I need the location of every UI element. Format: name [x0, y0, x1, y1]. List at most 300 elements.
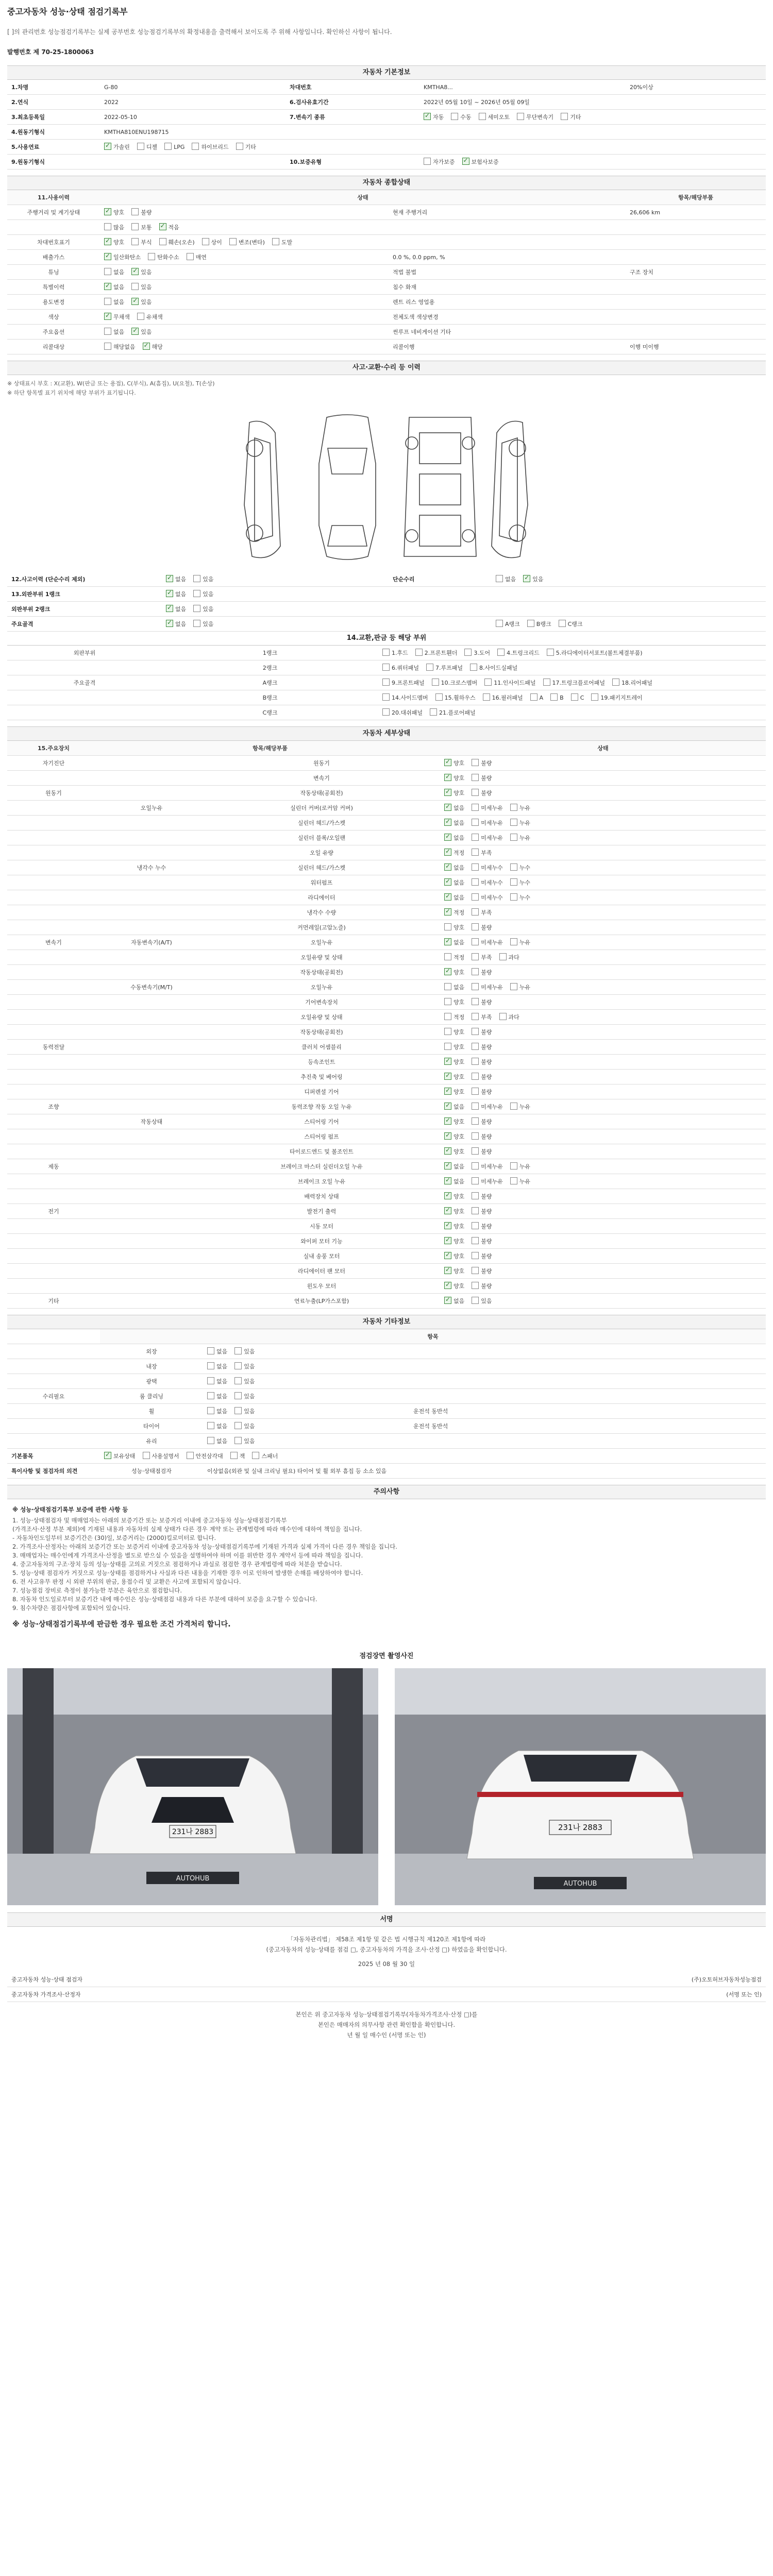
option-label: 없음: [216, 1438, 228, 1445]
checkbox[interactable]: [193, 575, 200, 582]
car-left-side-view: [244, 421, 280, 558]
accident-status-2: [492, 572, 766, 587]
checkbox[interactable]: [137, 143, 144, 150]
checkbox[interactable]: [464, 649, 472, 656]
checkbox[interactable]: [382, 708, 390, 716]
checkbox[interactable]: [472, 1132, 479, 1140]
other-status: [203, 1344, 409, 1359]
checkbox[interactable]: [444, 938, 451, 945]
detail-item: 동력조향 작동 오일 누유: [203, 1099, 440, 1114]
option-label: 미세누유: [481, 984, 503, 991]
basic-label-2: 10.보증유형: [285, 155, 419, 170]
checkbox[interactable]: [472, 849, 479, 856]
option-label: 불량: [481, 1089, 492, 1095]
checkbox[interactable]: [444, 1028, 451, 1035]
detail-row: [7, 920, 766, 935]
checkbox[interactable]: [550, 693, 558, 701]
checkbox[interactable]: [444, 878, 451, 886]
checkbox[interactable]: [444, 1013, 451, 1020]
checkbox[interactable]: [479, 113, 486, 120]
option-label: 보유상태: [113, 1453, 136, 1460]
option-label: 15.휠하우스: [444, 694, 476, 701]
detail-item: 브레이크 오일 누유: [203, 1174, 440, 1189]
detail-option: [444, 983, 464, 991]
checkbox[interactable]: [166, 620, 173, 627]
checkbox[interactable]: [472, 998, 479, 1005]
detail-option: [472, 908, 492, 917]
detail-category: [7, 801, 100, 816]
other-option: [234, 1347, 255, 1355]
option-label: 있음: [203, 576, 214, 583]
detail-row: [7, 1129, 766, 1144]
option-label: 불량: [481, 1133, 492, 1140]
summary-status: [100, 280, 389, 295]
checkbox[interactable]: [472, 759, 479, 766]
accident-label: 외판부위 2랭크: [7, 602, 162, 617]
checkbox[interactable]: [472, 1028, 479, 1035]
checkbox[interactable]: [510, 938, 517, 945]
checkbox[interactable]: [444, 1058, 451, 1065]
checkbox[interactable]: [444, 834, 451, 841]
checkbox[interactable]: [159, 238, 166, 245]
option-label: 불량: [481, 1283, 492, 1290]
checkbox[interactable]: [472, 1073, 479, 1080]
checkbox[interactable]: [426, 664, 433, 671]
checkbox[interactable]: [472, 938, 479, 945]
summary-label: 색상: [7, 310, 100, 325]
detail-row: [7, 1294, 766, 1309]
checkbox[interactable]: [193, 590, 200, 597]
detail-row: [7, 1084, 766, 1099]
checkbox[interactable]: [207, 1392, 214, 1399]
cert-number-label: 발행번호 제: [7, 48, 40, 56]
detail-option: [472, 1282, 492, 1290]
checkbox[interactable]: [472, 774, 479, 781]
checkbox[interactable]: [444, 759, 451, 766]
option-label: 미세누수: [481, 894, 503, 901]
checkbox[interactable]: [382, 693, 390, 701]
summary-note-2: 26,606 km: [626, 205, 766, 220]
checkbox[interactable]: [272, 238, 279, 245]
option-label: 안전삼각대: [195, 1453, 223, 1460]
checkbox[interactable]: [444, 1237, 451, 1244]
checkbox[interactable]: [510, 893, 517, 901]
checkbox[interactable]: [472, 1103, 479, 1110]
checkbox[interactable]: [444, 863, 451, 871]
checkbox[interactable]: [131, 238, 139, 245]
detail-option: [444, 1043, 464, 1051]
caution-warning: ※ 성능·상태점검기록부에 판금한 경우 필요한 조건 가격처리 합니다.: [12, 1620, 231, 1629]
option-label: 양호: [453, 1044, 465, 1050]
checkbox[interactable]: [527, 620, 534, 627]
detail-option: [444, 1252, 464, 1260]
checkbox[interactable]: [612, 679, 619, 686]
checkbox[interactable]: [104, 283, 111, 290]
transmission-option: [424, 113, 444, 121]
checkbox[interactable]: [444, 1252, 451, 1259]
detail-option: [444, 1162, 464, 1171]
basic-extra: [626, 155, 766, 170]
checkbox[interactable]: [472, 923, 479, 930]
summary-label: 특별이력: [7, 280, 100, 295]
checkbox[interactable]: [424, 113, 431, 120]
checkbox[interactable]: [472, 1177, 479, 1184]
checkbox[interactable]: [234, 1422, 242, 1429]
detail-option: [444, 819, 464, 827]
checkbox[interactable]: [104, 143, 111, 150]
basic-item-option: [252, 1452, 278, 1460]
checkbox[interactable]: [591, 693, 598, 701]
car-outline-drawing: [7, 402, 766, 572]
checkbox[interactable]: [472, 878, 479, 886]
checkbox[interactable]: [415, 649, 423, 656]
checkbox[interactable]: [444, 1088, 451, 1095]
summary-option: [131, 223, 152, 231]
checkbox[interactable]: [131, 268, 139, 275]
checkbox[interactable]: [430, 708, 437, 716]
summary-option: [131, 328, 152, 336]
other-item: 외장: [100, 1344, 203, 1359]
checkbox[interactable]: [523, 575, 530, 582]
checkbox[interactable]: [472, 804, 479, 811]
checkbox[interactable]: [472, 1013, 479, 1020]
accident-legend: [7, 379, 766, 398]
option-label: 불량: [481, 969, 492, 976]
checkbox[interactable]: [561, 113, 568, 120]
checkbox[interactable]: [444, 923, 451, 930]
checkbox[interactable]: [382, 679, 390, 686]
checkbox[interactable]: [382, 664, 390, 671]
checkbox[interactable]: [252, 1452, 259, 1459]
checkbox[interactable]: [166, 575, 173, 582]
checkbox[interactable]: [547, 649, 554, 656]
checkbox[interactable]: [104, 328, 111, 335]
checkbox[interactable]: [202, 238, 209, 245]
checkbox[interactable]: [234, 1362, 242, 1369]
checkbox[interactable]: [510, 878, 517, 886]
detail-option: [444, 834, 464, 842]
checkbox[interactable]: [234, 1437, 242, 1444]
checkbox[interactable]: [472, 908, 479, 916]
detail-status: [440, 1279, 766, 1294]
detail-category: [7, 1084, 100, 1099]
checkbox[interactable]: [236, 143, 243, 150]
detail-category: [7, 1174, 100, 1189]
checkbox[interactable]: [444, 893, 451, 901]
part-option: [415, 649, 458, 657]
detail-category: [7, 845, 100, 860]
option-label: 7.루프패널: [435, 665, 463, 671]
checkbox[interactable]: [207, 1437, 214, 1444]
other-basic-row: [7, 1449, 766, 1464]
section-photos: 점검장면 촬영사진: [7, 1650, 766, 1663]
summary-row: [7, 220, 766, 235]
checkbox[interactable]: [510, 1162, 517, 1170]
checkbox[interactable]: [472, 1088, 479, 1095]
checkbox[interactable]: [193, 605, 200, 612]
option-label: 없음: [175, 576, 187, 583]
checkbox[interactable]: [444, 1132, 451, 1140]
checkbox[interactable]: [444, 1117, 451, 1125]
checkbox[interactable]: [444, 983, 451, 990]
checkbox[interactable]: [104, 238, 111, 245]
checkbox[interactable]: [451, 113, 458, 120]
checkbox[interactable]: [444, 1222, 451, 1229]
checkbox[interactable]: [510, 1103, 517, 1110]
checkbox[interactable]: [483, 693, 490, 701]
checkbox[interactable]: [530, 693, 537, 701]
checkbox[interactable]: [193, 620, 200, 627]
checkbox[interactable]: [444, 1162, 451, 1170]
checkbox[interactable]: [207, 1407, 214, 1414]
inspection-photos: [7, 1668, 766, 1905]
detail-option: [444, 1222, 464, 1230]
detail-status: [440, 1055, 766, 1070]
caution-line: 7. 성능점검 장비로 측정이 불가능한 부분은 육안으로 점검합니다.: [12, 1587, 182, 1594]
checkbox[interactable]: [159, 223, 166, 230]
checkbox[interactable]: [192, 143, 199, 150]
checkbox[interactable]: [510, 863, 517, 871]
checkbox[interactable]: [472, 834, 479, 841]
checkbox[interactable]: [234, 1377, 242, 1384]
option-label: 무채색: [113, 314, 130, 320]
checkbox[interactable]: [234, 1347, 242, 1354]
checkbox[interactable]: [207, 1347, 214, 1354]
detail-status: [440, 1159, 766, 1174]
detail-status: [440, 1189, 766, 1204]
option-label: 불량: [481, 1148, 492, 1155]
option-label: 적정: [453, 954, 465, 961]
summary-note-2: [626, 280, 766, 295]
detail-option: [472, 1177, 503, 1185]
checkbox[interactable]: [472, 1222, 479, 1229]
checkbox[interactable]: [435, 693, 443, 701]
detail-row: [7, 1099, 766, 1114]
parts-items: [378, 646, 766, 660]
checkbox[interactable]: [234, 1407, 242, 1414]
checkbox[interactable]: [510, 1177, 517, 1184]
checkbox[interactable]: [510, 983, 517, 990]
accident-2-option: [496, 575, 516, 583]
other-category: [7, 1434, 100, 1449]
detail-subcategory: 작동상태: [100, 1114, 203, 1129]
detail-row: [7, 905, 766, 920]
checkbox[interactable]: [131, 223, 139, 230]
checkbox[interactable]: [444, 1267, 451, 1274]
basic-label-2: 7.변속기 종류: [285, 110, 419, 125]
checkbox[interactable]: [131, 283, 139, 290]
checkbox[interactable]: [472, 953, 479, 960]
basic-item-option: [143, 1452, 179, 1460]
checkbox[interactable]: [104, 343, 111, 350]
detail-subcategory: [100, 905, 203, 920]
checkbox[interactable]: [472, 1147, 479, 1155]
checkbox[interactable]: [444, 968, 451, 975]
checkbox[interactable]: [472, 983, 479, 990]
checkbox[interactable]: [444, 1297, 451, 1304]
option-label: 양호: [453, 1283, 465, 1290]
checkbox[interactable]: [472, 1207, 479, 1214]
option-label: 14.사이드멤버: [392, 694, 428, 701]
checkbox[interactable]: [424, 158, 431, 165]
checkbox[interactable]: [131, 328, 139, 335]
checkbox[interactable]: [131, 208, 139, 215]
checkbox[interactable]: [104, 208, 111, 215]
checkbox[interactable]: [164, 143, 172, 150]
checkbox[interactable]: [496, 620, 503, 627]
checkbox[interactable]: [131, 298, 139, 305]
checkbox[interactable]: [444, 804, 451, 811]
checkbox[interactable]: [207, 1422, 214, 1429]
checkbox[interactable]: [444, 774, 451, 781]
checkbox[interactable]: [444, 998, 451, 1005]
option-label: 부족: [481, 954, 492, 961]
checkbox[interactable]: [444, 1147, 451, 1155]
detail-option: [444, 1103, 464, 1111]
basic-label: 5.사용연료: [7, 140, 100, 155]
checkbox[interactable]: [104, 223, 111, 230]
checkbox[interactable]: [559, 620, 566, 627]
checkbox[interactable]: [472, 1297, 479, 1304]
checkbox[interactable]: [444, 953, 451, 960]
checkbox[interactable]: [444, 1282, 451, 1289]
checkbox[interactable]: [510, 834, 517, 841]
checkbox[interactable]: [444, 1177, 451, 1184]
option-label: 없음: [175, 621, 187, 628]
checkbox[interactable]: [472, 789, 479, 796]
other-inspector-value: 성능·상태점검자: [100, 1464, 203, 1479]
basic-row: [7, 80, 766, 95]
detail-option: [444, 1177, 464, 1185]
detail-row: [7, 1144, 766, 1159]
checkbox[interactable]: [472, 1117, 479, 1125]
checkbox[interactable]: [462, 158, 469, 165]
option-label: 20.대쉬패널: [392, 709, 423, 716]
checkbox[interactable]: [499, 953, 507, 960]
checkbox[interactable]: [104, 253, 111, 260]
checkbox[interactable]: [472, 1162, 479, 1170]
checkbox[interactable]: [143, 343, 150, 350]
summary-option: [104, 343, 136, 351]
other-category: [7, 1404, 100, 1419]
option-label: 누유: [519, 1178, 531, 1185]
checkbox[interactable]: [472, 1282, 479, 1289]
detail-item: 시동 모터: [203, 1219, 440, 1234]
checkbox[interactable]: [472, 1043, 479, 1050]
checkbox[interactable]: [166, 590, 173, 597]
checkbox[interactable]: [432, 679, 439, 686]
checkbox[interactable]: [497, 649, 505, 656]
detail-item: 라디에이터: [203, 890, 440, 905]
option-label: 19.패키지트레이: [600, 694, 643, 701]
transmission-option: [561, 113, 581, 121]
checkbox[interactable]: [444, 819, 451, 826]
detail-option: [472, 878, 503, 887]
basic-label: 1.차명: [7, 80, 100, 95]
option-label: 누유: [519, 939, 531, 946]
accident-label-2: 단순수리: [389, 572, 492, 587]
checkbox[interactable]: [496, 575, 503, 582]
checkbox[interactable]: [470, 664, 477, 671]
detail-row: [7, 1189, 766, 1204]
basic-label-2: [285, 125, 419, 140]
option-label: 양호: [453, 924, 465, 931]
checkbox[interactable]: [230, 1452, 238, 1459]
checkbox[interactable]: [444, 1192, 451, 1199]
checkbox[interactable]: [444, 1043, 451, 1050]
checkbox[interactable]: [104, 298, 111, 305]
checkbox[interactable]: [517, 113, 524, 120]
checkbox[interactable]: [472, 863, 479, 871]
checkbox[interactable]: [166, 605, 173, 612]
checkbox[interactable]: [510, 819, 517, 826]
checkbox[interactable]: [543, 679, 550, 686]
checkbox[interactable]: [472, 968, 479, 975]
checkbox[interactable]: [444, 789, 451, 796]
detail-item: 작동상태(공회전): [203, 965, 440, 980]
summary-option: [148, 253, 179, 261]
other-row: [7, 1404, 766, 1419]
checkbox[interactable]: [472, 893, 479, 901]
checkbox[interactable]: [444, 1207, 451, 1214]
checkbox[interactable]: [510, 804, 517, 811]
checkbox[interactable]: [444, 1073, 451, 1080]
detail-option: [444, 1058, 464, 1066]
checkbox[interactable]: [382, 649, 390, 656]
detail-category: 동력전달: [7, 1040, 100, 1055]
checkbox[interactable]: [207, 1377, 214, 1384]
checkbox[interactable]: [444, 1103, 451, 1110]
cert-number: 70-25-1800063: [41, 48, 94, 56]
checkbox[interactable]: [499, 1013, 507, 1020]
checkbox[interactable]: [137, 313, 144, 320]
checkbox[interactable]: [472, 1267, 479, 1274]
option-label: 많음: [113, 224, 125, 231]
checkbox[interactable]: [104, 268, 111, 275]
checkbox[interactable]: [472, 1237, 479, 1244]
checkbox[interactable]: [571, 693, 578, 701]
checkbox[interactable]: [148, 253, 155, 260]
checkbox[interactable]: [472, 1252, 479, 1259]
checkbox[interactable]: [444, 849, 451, 856]
checkbox[interactable]: [472, 819, 479, 826]
checkbox[interactable]: [207, 1362, 214, 1369]
detail-status: [440, 1234, 766, 1249]
option-label: 해당: [152, 344, 163, 350]
part-option: [543, 679, 606, 687]
checkbox[interactable]: [104, 1452, 111, 1459]
checkbox[interactable]: [444, 908, 451, 916]
detail-subcategory: 수동변속기(M/T): [100, 980, 203, 995]
detail-item: 워터펌프: [203, 875, 440, 890]
checkbox[interactable]: [472, 1058, 479, 1065]
basic-value: KMTHA810ENU198715: [100, 125, 285, 140]
signature-date: 2025 년 08 월 30 일: [358, 1960, 415, 1968]
detail-subcategory: [100, 1084, 203, 1099]
checkbox[interactable]: [104, 313, 111, 320]
detail-subcategory: [100, 1219, 203, 1234]
checkbox[interactable]: [187, 253, 194, 260]
detail-status: [440, 1040, 766, 1055]
checkbox[interactable]: [234, 1392, 242, 1399]
detail-status: [440, 875, 766, 890]
checkbox[interactable]: [472, 1192, 479, 1199]
checkbox[interactable]: [187, 1452, 194, 1459]
checkbox[interactable]: [229, 238, 237, 245]
checkbox[interactable]: [484, 679, 492, 686]
checkbox[interactable]: [143, 1452, 150, 1459]
accident-legend-note: ※ 하단 항목별 표기 위치에 해당 부위가 표기됩니다.: [7, 389, 136, 396]
